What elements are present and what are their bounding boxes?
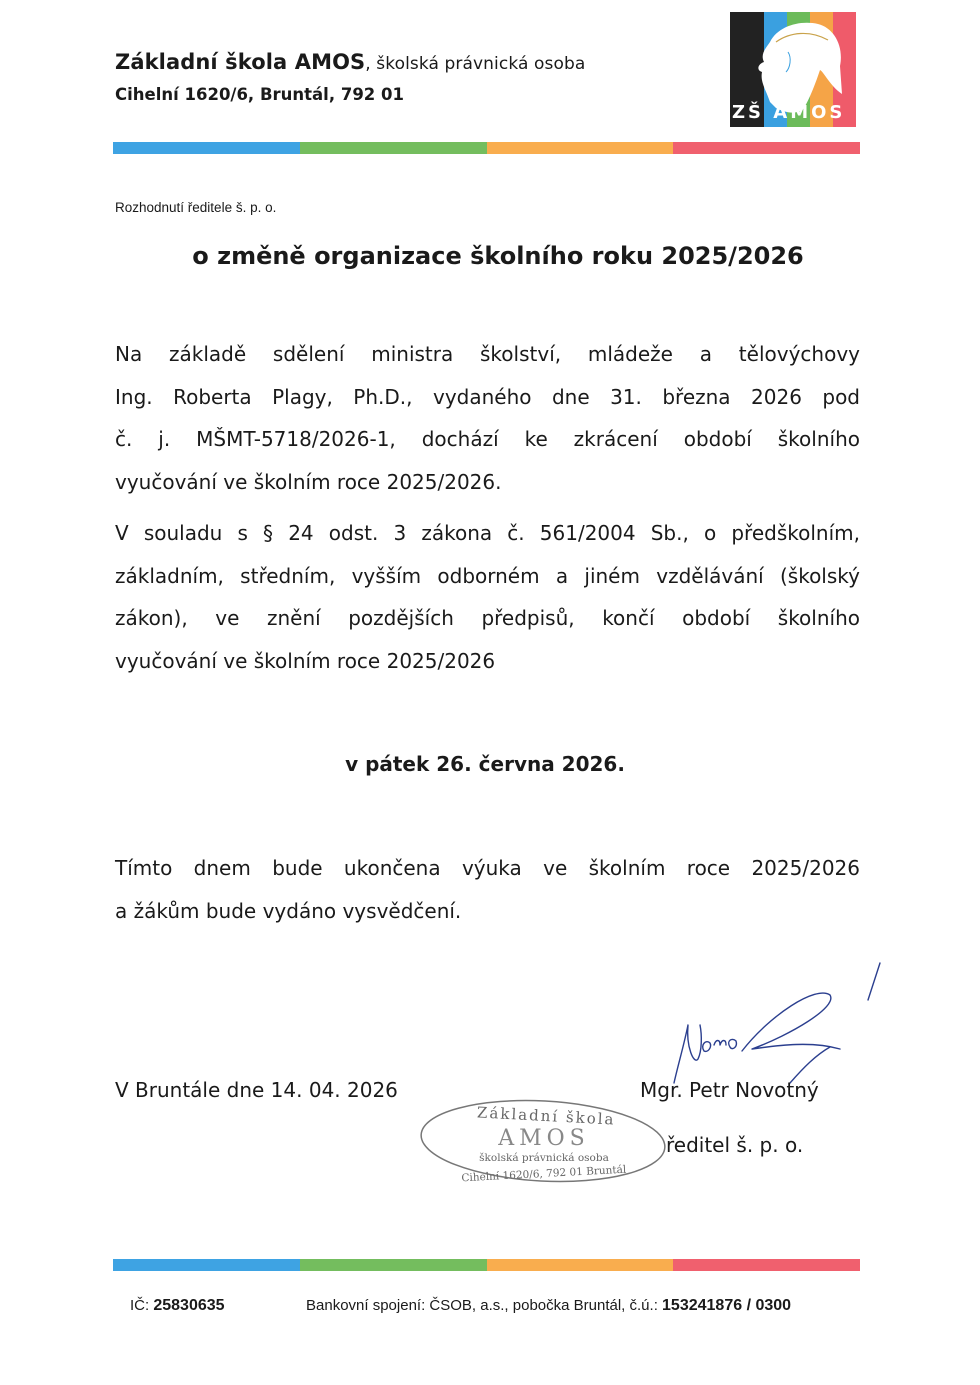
document-title-text: o změně organizace školního roku 2025/2026 (192, 242, 804, 270)
school-type: , školská právnická osoba (365, 54, 586, 74)
paragraph-legal-basis (115, 512, 860, 682)
company-id (130, 1297, 225, 1315)
text-line: a žákům bude vydáno vysvědčení. (115, 898, 462, 923)
company-id-label: IČ: (130, 1297, 154, 1314)
header-color-bar (113, 142, 860, 154)
paragraph-conclusion (115, 847, 860, 932)
text-line: zákon), ve znění pozdějších předpisů, končí období školního (115, 606, 860, 630)
footer-color-bar (113, 1259, 860, 1271)
logo-text: ZŠ AMOS (732, 102, 846, 123)
text-line: vyučování ve školním roce 2025/2026 (115, 648, 496, 673)
official-stamp-icon (418, 1095, 668, 1187)
school-address: Cihelní 1620/6, Bruntál, 792 01 (115, 85, 404, 104)
text-line: Na základě sdělení ministra školství, mládeže a tělovýchovy (115, 342, 860, 366)
text-line: vyučování ve školním roce 2025/2026. (115, 469, 502, 494)
paragraph-ministry-notice (115, 333, 860, 503)
text-line: č. j. MŠMT-5718/2026-1, dochází ke zkrácení období školního (115, 427, 860, 451)
bank-label: Bankovní spojení: ČSOB, a.s., pobočka Bruntál, č.ú.: (306, 1297, 663, 1314)
place-and-date: V Bruntále dne 14. 04. 2026 (115, 1078, 398, 1102)
bank-details (306, 1297, 791, 1315)
stamp-line-1: Základní škola (476, 1103, 616, 1129)
school-logo-icon (730, 12, 856, 127)
signature-icon (640, 955, 910, 1095)
document-title (0, 242, 980, 270)
decision-label: Rozhodnutí ředitele š. p. o. (115, 200, 277, 215)
stamp-line-4: Cihelní 1620/6, 792 01 Bruntál (461, 1163, 627, 1185)
text-line: V souladu s § 24 odst. 3 zákona č. 561/2004 Sb., o předškolním, (115, 521, 860, 545)
stamp-line-3: školská právnická osoba (479, 1152, 609, 1164)
text-line: základním, středním, vyšším odborném a jiném vzdělávání (školský (115, 563, 860, 588)
school-name (115, 50, 585, 74)
text-line: Ing. Roberta Plagy, Ph.D., vydaného dne 31. března 2026 pod (115, 384, 860, 409)
signer-role: ředitel š. p. o. (666, 1133, 804, 1157)
signer-name: Mgr. Petr Novotný (640, 1078, 819, 1102)
end-date (0, 752, 980, 776)
bank-account: 153241876 / 0300 (662, 1297, 792, 1314)
end-date-text: v pátek 26. června 2026. (345, 752, 625, 776)
school-name-text: Základní škola AMOS (115, 50, 366, 74)
company-id-value: 25830635 (153, 1297, 225, 1314)
text-line: Tímto dnem bude ukončena výuka ve školním roce 2025/2026 (115, 856, 860, 880)
stamp-line-2: AMOS (498, 1126, 590, 1151)
